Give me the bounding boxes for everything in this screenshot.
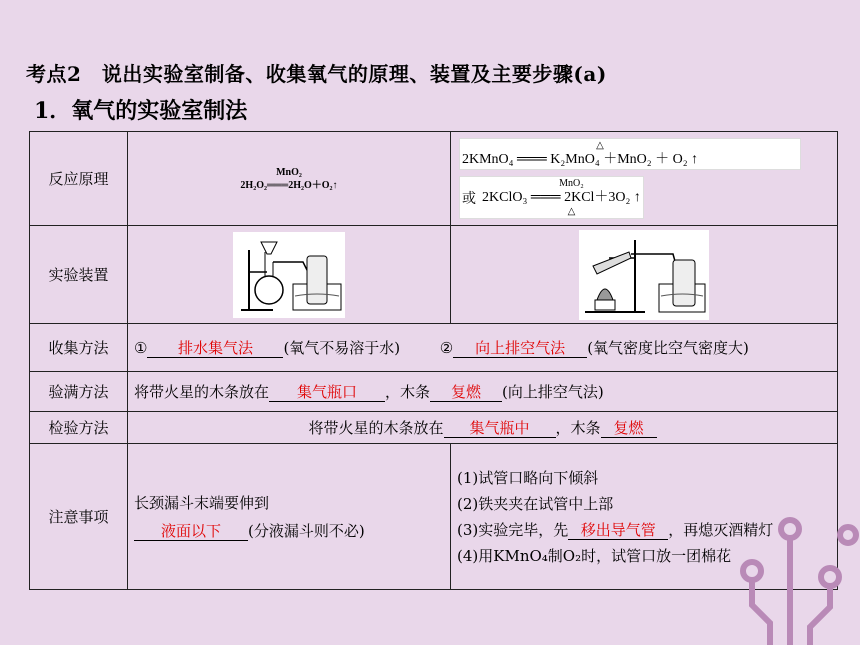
note-3-pre: (3)实验完毕，先: [457, 520, 569, 539]
kclo3-formula: [459, 176, 644, 219]
h2o2-apparatus-image: [233, 232, 345, 318]
full-check-text3: (向上排空气法): [502, 383, 604, 401]
notes-left-text: 长颈漏斗末端要伸到: [134, 493, 270, 512]
principle-right-cell: [451, 132, 838, 226]
collection-cell: [128, 324, 838, 372]
h2o2-equation: 2H₂O₂═══2H₂O＋O₂↑: [240, 179, 338, 191]
circuit-decoration-icon: [710, 495, 860, 645]
apparatus-right-cell: [451, 226, 838, 324]
row-label-principle: 反应原理: [30, 132, 128, 226]
full-check-text2: ，木条: [385, 383, 431, 401]
principle-left-cell: [128, 132, 451, 226]
or-prefix: 或: [462, 191, 476, 207]
table-row: [30, 226, 838, 324]
collection-m2-answer: 向上排空气法: [453, 340, 587, 358]
table-row: [30, 412, 838, 444]
section-subheading: 1．氧气的实验室制法: [34, 98, 248, 124]
full-check-text1: 将带火星的木条放在: [134, 383, 270, 401]
note-3-post: ，再熄灭酒精灯: [668, 520, 774, 539]
test-text1: 将带火星的木条放在: [308, 419, 444, 437]
full-check-answer2: 复燃: [430, 384, 502, 402]
kmno4-condition: △: [596, 140, 604, 151]
collection-m1-answer: 排水集气法: [147, 340, 283, 358]
kclo3-condition: △: [567, 206, 576, 217]
collection-m1-suffix: (氧气不易溶于水): [283, 339, 401, 357]
row-label-apparatus: 实验装置: [30, 226, 128, 324]
notes-left-answer: 液面以下: [134, 523, 248, 541]
h2o2-formula: [236, 164, 341, 194]
table-row: [30, 132, 838, 226]
note-4: (4)用KMnO₄制O₂时，试管口放一团棉花: [457, 546, 732, 565]
note-3-answer: 移出导气管: [568, 522, 668, 540]
row-label-test: 检验方法: [30, 412, 128, 444]
kmno4-apparatus-image: [579, 230, 709, 320]
test-cell: [128, 412, 838, 444]
apparatus-left-cell: [128, 226, 451, 324]
row-label-notes: 注意事项: [30, 444, 128, 590]
kmno4-equation: 2KMnO₄ ═══ K₂MnO₄ ＋MnO₂ ＋ O₂ ↑: [462, 152, 699, 167]
notes-left-cell: [128, 444, 451, 590]
kmno4-formula: [459, 138, 801, 170]
table-row: [30, 372, 838, 412]
note-1: (1)试管口略向下倾斜: [457, 468, 599, 487]
collection-m1-prefix: ①: [134, 339, 148, 357]
full-check-answer1: 集气瓶口: [269, 384, 385, 402]
note-2: (2)铁夹夹在试管中上部: [457, 494, 614, 513]
notes-left-suffix: (分液漏斗则不必): [248, 521, 365, 540]
full-check-cell: [128, 372, 838, 412]
table-row: [30, 324, 838, 372]
test-answer2: 复燃: [601, 420, 657, 438]
collection-m2-prefix: ②: [439, 339, 454, 357]
row-label-full-check: 验满方法: [30, 372, 128, 412]
kclo3-equation: 2KClO₃ ═══ 2KCl＋3O₂ ↑: [482, 190, 641, 205]
kclo3-catalyst: MnO₂: [559, 178, 584, 189]
test-text2: ，木条: [555, 419, 601, 437]
collection-m2-suffix: (氧气密度比空气密度大): [587, 339, 749, 357]
section-heading: 考点2 说出实验室制备、收集氧气的原理、装置及主要步骤(a): [26, 62, 607, 86]
test-answer1: 集气瓶中: [444, 420, 556, 438]
row-label-collection: 收集方法: [30, 324, 128, 372]
h2o2-catalyst: MnO₂: [276, 166, 302, 178]
